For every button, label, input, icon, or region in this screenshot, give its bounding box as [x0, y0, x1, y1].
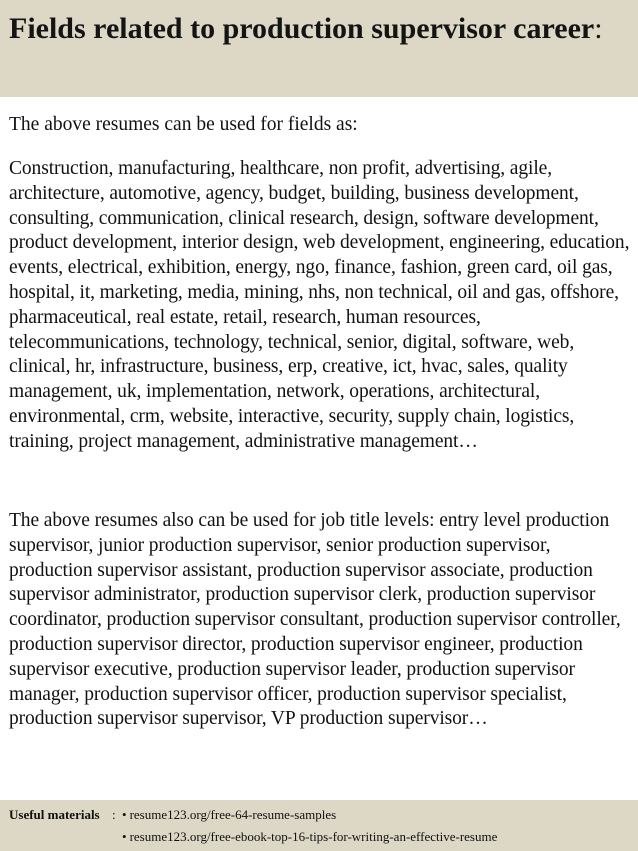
useful-materials-label: Useful materials	[9, 807, 100, 822]
fields-list-text: Construction, manufacturing, healthcare, non profit, advertising, agile, architecture, automotive, agency, budget, building, business development, consulting, communication, clinical research, design, software development, product development, interior design, web development, engineering, education, events, electrical, exhibition, energy, ngo, finance, fashion, green card, oil gas, hospital, it, marketing, media, mining, nhs, non technical, oil and gas, offshore, pharmaceutical, real estate, retail, research, human resources, telecommunications, technology, technical, senior, digital, software, web, clinical, hr, infrastructure, business, erp, creative, ict, hvac, sales, quality management, uk, implementation, network, operations, architectural, environmental, crm, website, interactive, security, supply chain, logistics, training, project management, administrative management…	[9, 158, 630, 452]
resume-samples-link[interactable]	[122, 806, 336, 823]
resume-tips-ebook-link-text: resume123.org/free-ebook-top-16-tips-for-writing-an-effective-resume	[129, 829, 498, 844]
page-title-colon: :	[594, 12, 603, 45]
resume-tips-ebook-link[interactable]	[122, 828, 497, 845]
job-levels-text: The above resumes also can be used for job title levels: entry level production supervisor, junior production supervisor, senior production supervisor, production supervisor assistant, production supervisor associate, production supervisor administrator, production supervisor clerk, production supervisor coordinator, production supervisor consultant, production supervisor controller, production supervisor director, production supervisor engineer, production supervisor executive, production supervisor leader, production supervisor manager, production supervisor officer, production supervisor specialist, production supervisor supervisor, VP production supervisor…	[9, 510, 621, 730]
useful-materials-colon: :	[112, 807, 116, 822]
resume-samples-link-text: resume123.org/free-64-resume-samples	[129, 807, 337, 822]
bullet-icon: •	[122, 807, 127, 822]
page-title-text: Fields related to production supervisor career	[9, 12, 595, 45]
bullet-icon: •	[122, 829, 127, 844]
page-title	[9, 9, 631, 48]
intro-text: The above resumes can be used for fields as:	[9, 114, 358, 135]
